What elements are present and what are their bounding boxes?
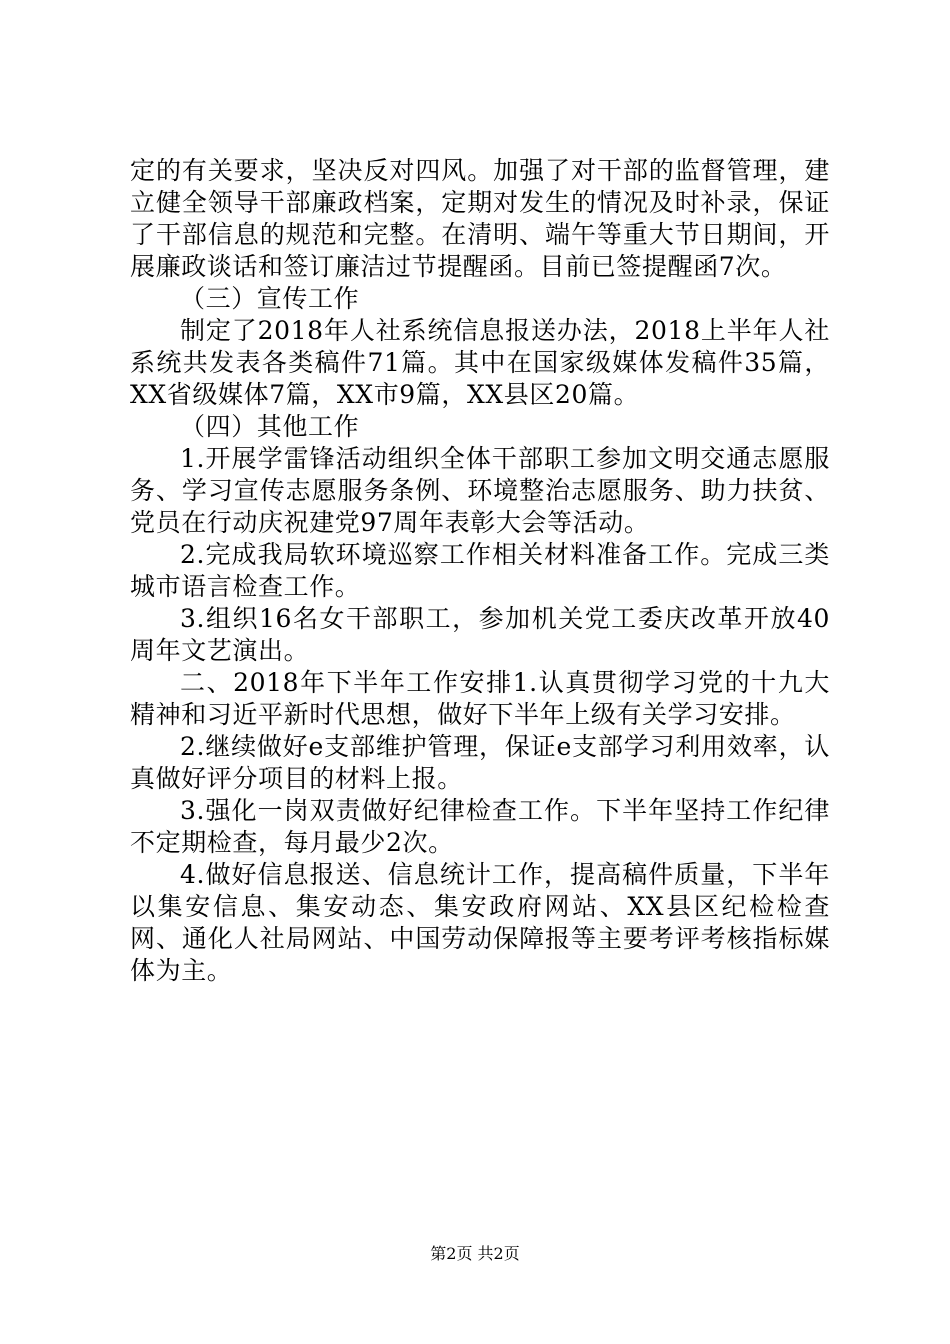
paragraph-plan-3: 3.强化一岗双责做好纪律检查工作。下半年坚持工作纪律不定期检查，每月最少2次。	[130, 796, 830, 857]
paragraph-other-work-1: 1.开展学雷锋活动组织全体干部职工参加文明交通志愿服务、学习宣传志愿服务条例、环境整治志愿服务、助力扶贫、党员在行动庆祝建党97周年表彰大会等活动。	[130, 444, 830, 537]
document-body	[130, 155, 830, 987]
paragraph-plan-2: 2.继续做好e支部维护管理，保证e支部学习利用效率，认真做好评分项目的材料上报。	[130, 732, 830, 793]
paragraph-other-work-2: 2.完成我局软环境巡察工作相关材料准备工作。完成三类城市语言检查工作。	[130, 540, 830, 601]
section-heading-other-work: （四）其他工作	[180, 412, 360, 441]
paragraph-plan-1: 二、2018年下半年工作安排1.认真贯彻学习党的十九大精神和习近平新时代思想，做好下半年上级有关学习安排。	[130, 668, 830, 729]
paragraph-plan-4: 4.做好信息报送、信息统计工作，提高稿件质量，下半年以集安信息、集安动态、集安政府网站、XX县区纪检检查网、通化人社局网站、中国劳动保障报等主要考评考核指标媒体为主。	[130, 860, 830, 985]
paragraph-publicity: 制定了2018年人社系统信息报送办法，2018上半年人社系统共发表各类稿件71篇。其中在国家级媒体发稿件35篇，XX省级媒体7篇，XX市9篇，XX县区20篇。	[130, 316, 830, 409]
paragraph-other-work-3: 3.组织16名女干部职工，参加机关党工委庆改革开放40周年文艺演出。	[130, 604, 830, 665]
page-footer: 第2页 共2页	[430, 1244, 520, 1263]
paragraph-continuation: 定的有关要求，坚决反对四风。加强了对干部的监督管理，建立健全领导干部廉政档案，定期对发生的情况及时补录，保证了干部信息的规范和完整。在清明、端午等重大节日期间，开展廉政谈话和签订廉洁过节提醒函。目前已签提醒函7次。	[130, 156, 830, 281]
section-heading-publicity: （三）宣传工作	[180, 284, 360, 313]
